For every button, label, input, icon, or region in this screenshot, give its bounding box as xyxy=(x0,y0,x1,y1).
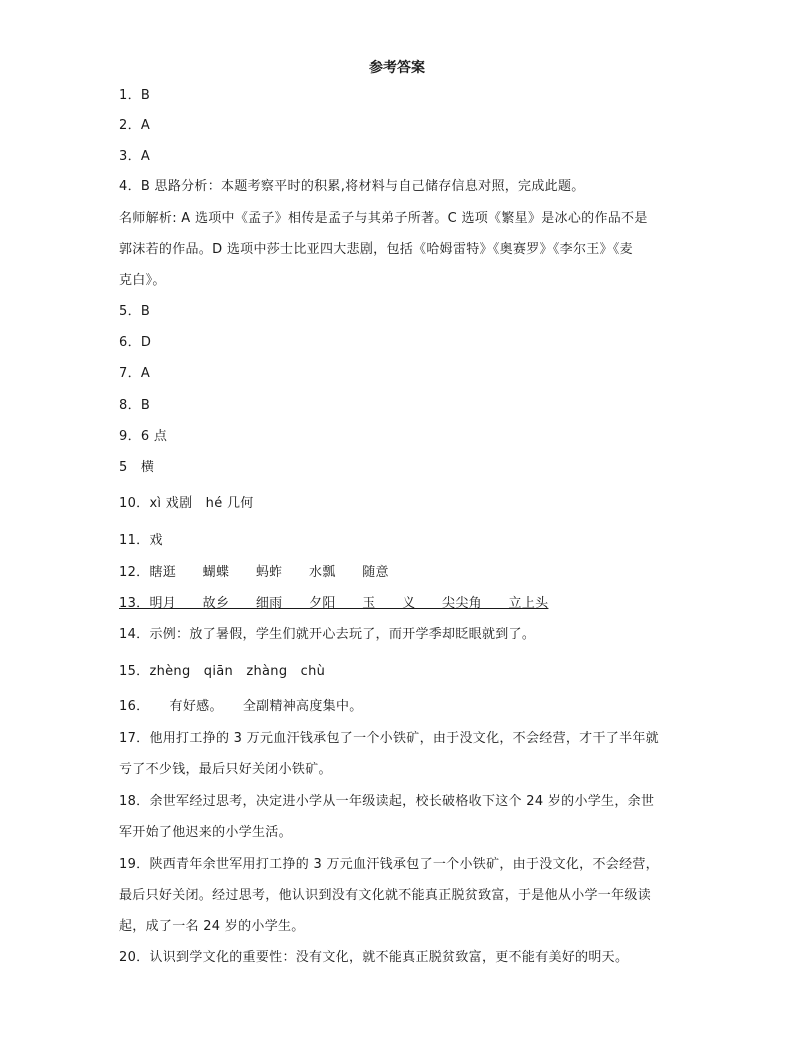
analysis-line-3: 克白》。 xyxy=(119,273,166,288)
answer-line-14: 14．示例：放了暑假，学生们就开心去玩了，而开学季却眨眼就到了。 xyxy=(119,627,536,642)
page-title: 参考答案 xyxy=(369,60,425,76)
answer-line-16: 16． 有好感。 全副精神高度集中。 xyxy=(119,699,363,714)
answer-line-19c: 起，成了一名 24 岁的小学生。 xyxy=(119,919,305,934)
answer-line-20: 20．认识到学文化的重要性：没有文化，就不能真正脱贫致富，更不能有美好的明天。 xyxy=(119,950,629,965)
answer-line-9: 9．6 点 xyxy=(119,429,168,444)
answer-line-12: 12．瞎逛 蝴蝶 蚂蚱 水瓢 随意 xyxy=(119,565,389,580)
answer-line-5: 5．B xyxy=(119,304,151,319)
analysis-line-2: 郭沫若的作品。D 选项中莎士比亚四大悲剧，包括《哈姆雷特》《奥赛罗》《李尔王》《麦 xyxy=(119,242,633,257)
answer-line-8: 8．B xyxy=(119,398,151,413)
answer-line-6: 6．D xyxy=(119,335,152,350)
answer-line-2: 2．A xyxy=(119,118,151,133)
answer-line-13: 13．明月 故乡 细雨 夕阳 玉 义 尖尖角 立上头 xyxy=(119,596,549,611)
answer-line-17a: 17．他用打工挣的 3 万元血汗钱承包了一个小铁矿，由于没文化，不会经营，才干了半年就 xyxy=(119,731,659,746)
answer-line-7: 7．A xyxy=(119,366,151,381)
answer-line-10: 10．xì 戏剧 hé 几何 xyxy=(119,496,254,511)
analysis-line-1: 名师解析: A 选项中《孟子》相传是孟子与其弟子所著。C 选项《繁星》是冰心的作品不是 xyxy=(119,211,648,226)
answer-line-4: 4．B 思路分析：本题考察平时的积累,将材料与自己储存信息对照，完成此题。 xyxy=(119,179,585,194)
answer-line-18a: 18．余世军经过思考，决定进小学从一年级读起，校长破格收下这个 24 岁的小学生，余世 xyxy=(119,794,655,809)
answer-line-1: 1．B xyxy=(119,88,151,103)
answer-line-3: 3．A xyxy=(119,149,151,164)
answer-line-17b: 亏了不少钱，最后只好关闭小铁矿。 xyxy=(119,762,332,777)
answer-line-15: 15．zhèng qiān zhàng chù xyxy=(119,664,326,679)
answer-line-18b: 军开始了他迟来的小学生活。 xyxy=(119,825,292,840)
answer-line-19a: 19．陕西青年余世军用打工挣的 3 万元血汗钱承包了一个小铁矿，由于没文化，不会经营， xyxy=(119,857,659,872)
answer-line-9b: 5 横 xyxy=(119,460,155,475)
answer-line-19b: 最后只好关闭。经过思考，他认识到没有文化就不能真正脱贫致富，于是他从小学一年级读 xyxy=(119,888,652,903)
answer-line-11: 11．戏 xyxy=(119,533,163,548)
